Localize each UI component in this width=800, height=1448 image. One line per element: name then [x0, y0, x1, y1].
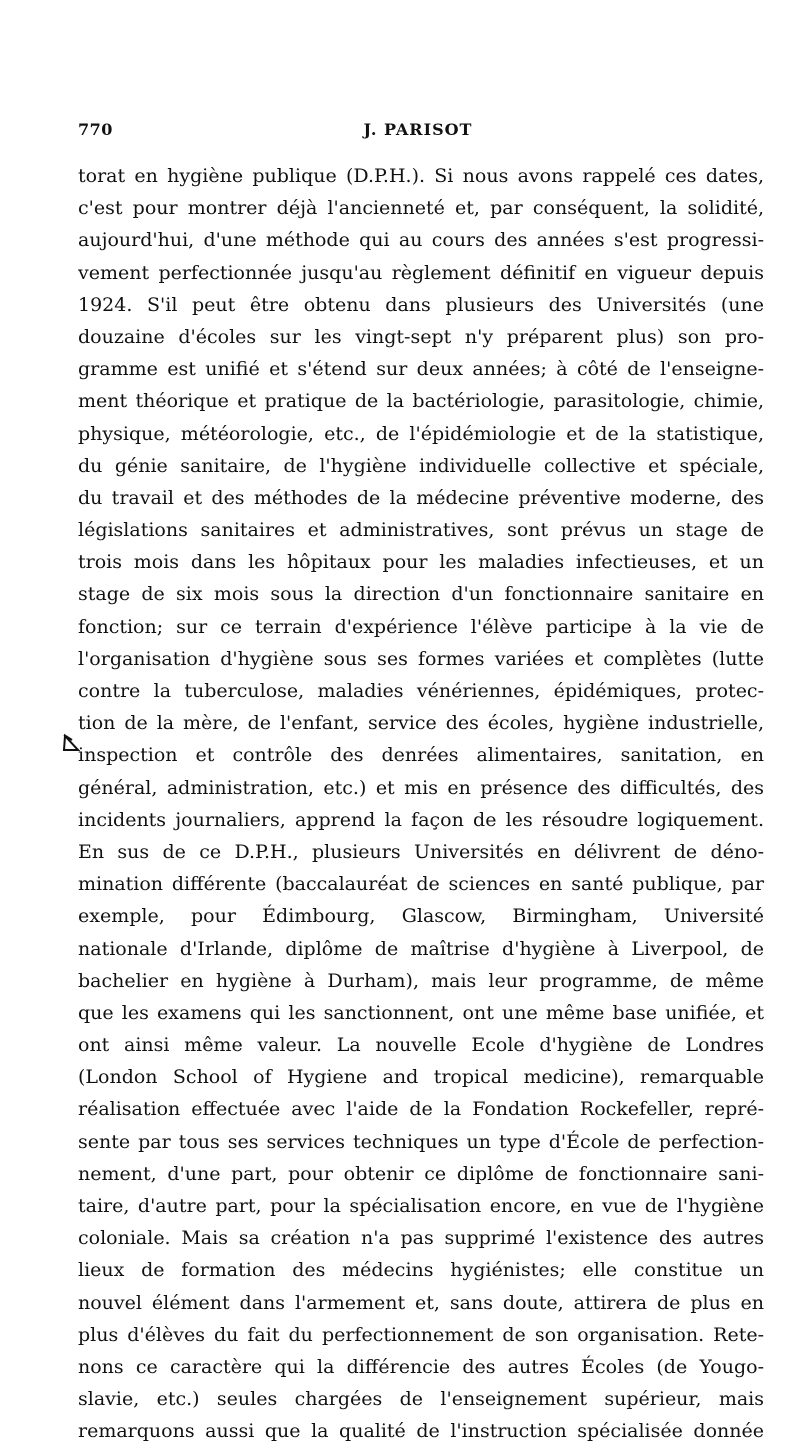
text-line: exemple, pour Édimbourg, Glascow, Birmingham, Université	[78, 905, 764, 928]
text-line: nationale d'Irlande, diplôme de maîtrise d'hygiène à Liverpool, de	[78, 937, 764, 960]
text-line: 1924. S'il peut être obtenu dans plusieurs des Universités (une	[78, 293, 764, 316]
body-text	[78, 160, 764, 1448]
text-line: que les examens qui les sanctionnent, ont une même base unifiée, et	[78, 1001, 764, 1024]
text-line: taire, d'autre part, pour la spécialisation encore, en vue de l'hygiène	[78, 1195, 764, 1217]
text-line: législations sanitaires et administratives, sont prévus un stage de	[78, 519, 764, 542]
text-line: du travail et des méthodes de la médecine préventive moderne, des	[78, 486, 764, 509]
text-line: sente par tous ses services techniques un type d'École de perfection-	[78, 1130, 764, 1153]
text-line: remarquons aussi que la qualité de l'instruction spécialisée donnée	[78, 1420, 764, 1443]
text-line: trois mois dans les hôpitaux pour les maladies infectieuses, et un	[78, 551, 764, 574]
text-line: nement, d'une part, pour obtenir ce diplôme de fonctionnaire sani-	[78, 1162, 764, 1185]
page-number: 770	[78, 120, 113, 139]
text-line: mination différente (baccalauréat de sciences en santé publique, par	[78, 873, 764, 896]
text-line: réalisation effectuée avec l'aide de la Fondation Rockefeller, repré-	[78, 1098, 764, 1121]
text-line: torat en hygiène publique (D.P.H.). Si nous avons rappelé ces dates,	[78, 165, 764, 187]
text-line: nons ce caractère qui la différencie des autres Écoles (de Yougo-	[78, 1355, 764, 1378]
text-line: tion de la mère, de l'enfant, service des écoles, hygiène industrielle,	[78, 712, 764, 735]
text-line: c'est pour montrer déjà l'ancienneté et, par conséquent, la solidité,	[78, 197, 764, 220]
page-header	[78, 120, 758, 144]
text-line: douzaine d'écoles sur les vingt-sept n'y préparent plus) son pro-	[78, 325, 764, 348]
text-line: ont ainsi même valeur. La nouvelle Ecole d'hygiène de Londres	[78, 1034, 764, 1057]
text-line: inspection et contrôle des denrées alimentaires, sanitation, en	[78, 744, 764, 767]
text-line: stage de six mois sous la direction d'un fonctionnaire sanitaire en	[78, 583, 764, 606]
text-line: nouvel élément dans l'armement et, sans doute, attirera de plus en	[78, 1291, 764, 1314]
text-line: gramme est unifié et s'étend sur deux années; à côté de l'enseigne-	[78, 358, 764, 381]
text-line: lieux de formation des médecins hygiénistes; elle constitue un	[78, 1259, 764, 1282]
text-line: aujourd'hui, d'une méthode qui au cours des années s'est progressi-	[78, 229, 764, 252]
text-line: contre la tuberculose, maladies vénériennes, épidémiques, protec-	[78, 680, 764, 702]
text-line: En sus de ce D.P.H., plusieurs Universités en délivrent de déno-	[78, 840, 764, 863]
text-line: ment théorique et pratique de la bactériologie, parasitologie, chimie,	[78, 390, 764, 413]
text-line: plus d'élèves du fait du perfectionnement de son organisation. Rete-	[78, 1323, 764, 1346]
text-line: fonction; sur ce terrain d'expérience l'élève participe à la vie de	[78, 615, 764, 638]
text-line: (London School of Hygiene and tropical medicine), remarquable	[78, 1066, 764, 1089]
text-line: du génie sanitaire, de l'hygiène individuelle collective et spéciale,	[78, 454, 764, 477]
text-line: bachelier en hygiène à Durham), mais leur programme, de même	[78, 969, 764, 992]
text-line: physique, météorologie, etc., de l'épidémiologie et de la statistique,	[78, 422, 764, 445]
text-line: incidents journaliers, apprend la façon de les résoudre logiquement.	[78, 808, 764, 831]
text-line: vement perfectionnée jusqu'au règlement définitif en vigueur depuis	[78, 261, 764, 284]
text-line: général, administration, etc.) et mis en présence des difficultés, des	[78, 776, 764, 799]
text-line: l'organisation d'hygiène sous ses formes variées et complètes (lutte	[78, 647, 764, 670]
text-line: coloniale. Mais sa création n'a pas supprimé l'existence des autres	[78, 1227, 764, 1250]
text-line: slavie, etc.) seules chargées de l'enseignement supérieur, mais	[78, 1388, 764, 1411]
running-head-author: J. PARISOT	[363, 120, 473, 139]
